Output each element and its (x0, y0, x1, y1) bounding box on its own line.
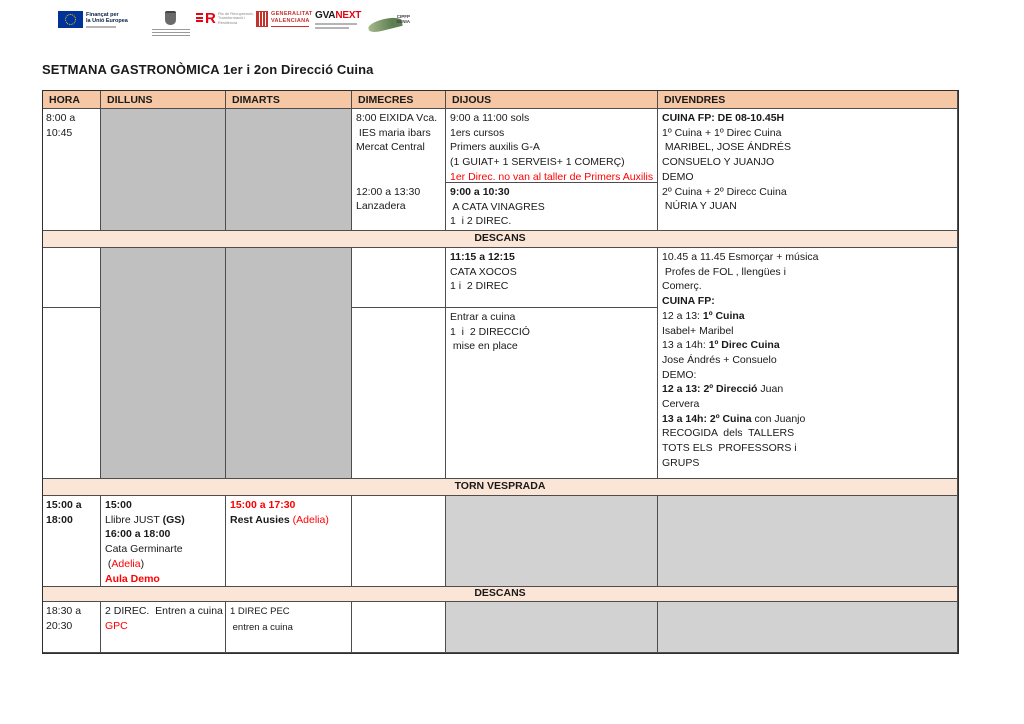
cell-dimarts-nit: 1 DIREC PEC entren a cuina (226, 602, 352, 653)
cell-dimecres-morning: 8:00 EIXIDA Vca. IES maria ibars Mercat Central 12:00 a 13:30 Lanzadera (352, 109, 446, 231)
header-dimarts: DIMARTS (226, 91, 352, 109)
cell-dilluns-morning-blocked (101, 109, 226, 231)
cell-divendres-morning: CUINA FP: DE 08-10.45H 1º Cuina + 1º Direc Cuina MARIBEL, JOSE ÁNDRÉS CONSUELO Y JUANJO DEMO 2º Cuina + 2º Direcc Cuina NÚRIA Y JUAN (658, 109, 958, 231)
cell-hora-vesprada: 15:00 a 18:00 (43, 496, 101, 587)
page-title: SETMANA GASTRONÒMICA 1er i 2on Direcció Cuina (42, 62, 374, 77)
eu-funding-label: Finançat per la Unió Europea (86, 12, 128, 28)
cell-dimarts-morning-blocked (226, 109, 352, 231)
band-torn-vesprada: TORN VESPRADA (43, 479, 958, 496)
cell-dijous-nit-blocked (446, 602, 658, 653)
cell-dimarts-mid-blocked (226, 248, 352, 479)
header-dilluns: DILLUNS (101, 91, 226, 109)
header-divendres: DIVENDRES (658, 91, 958, 109)
header-dimecres: DIMECRES (352, 91, 446, 109)
band-descans-morning: DESCANS (43, 231, 958, 248)
cell-dijous-morning-1: 9:00 a 11:00 sols 1ers cursos Primers auxilis G-A (1 GUIAT+ 1 SERVEIS+ 1 COMERÇ) 1er Direc. no van al taller de Primers Auxilis (446, 109, 658, 183)
cipfp-senia-logo (368, 11, 410, 37)
cell-divendres-vesprada-blocked (658, 496, 958, 587)
eu-funding-logo (58, 11, 136, 28)
coat-of-arms-icon (165, 11, 176, 25)
cell-dimecres-mid-2 (352, 308, 446, 479)
cell-dilluns-vesprada: 15:00 Llibre JUST (GS) 16:00 a 18:00 Cata Germinarte (Adelia) Aula Demo (101, 496, 226, 587)
cell-hora-nit: 18:30 a 20:30 (43, 602, 101, 653)
cell-dijous-vesprada-blocked (446, 496, 658, 587)
header-hora: HORA (43, 91, 101, 109)
cell-hora-mid-2 (43, 308, 101, 479)
generalitat-label: GENERALITAT VALENCIANA (271, 11, 313, 27)
gvanext-gva-label: GVA (315, 10, 336, 21)
cell-dimecres-nit (352, 602, 446, 653)
cell-dimecres-vesprada (352, 496, 446, 587)
cell-dilluns-mid-blocked (101, 248, 226, 479)
senia-label: CIPFP SÉNIA (396, 14, 410, 24)
recovery-plan-label: Pla de Recuperació, Transformació i Resiliència (217, 10, 254, 25)
gvanext-logo (315, 11, 363, 29)
cell-dilluns-nit: 2 DIREC. Entren a cuina GPC (101, 602, 226, 653)
eu-flag-icon (58, 11, 83, 28)
cell-dijous-morning-2: 9:00 a 10:30 A CATA VINAGRES 1 i 2 DIREC. (446, 183, 658, 231)
logo-strip (58, 11, 410, 37)
recovery-plan-letter: R (205, 10, 216, 27)
band-descans-evening: DESCANS (43, 587, 958, 602)
government-ministry-logo (148, 11, 193, 36)
schedule-table (42, 90, 959, 654)
cell-divendres-mid: 10.45 a 11.45 Esmorçar + música Profes de FOL , llengües i Comerç. CUINA FP: 12 a 13: 1º Cuina Isabel+ Maribel 13 a 14h: 1º Direc Cuina Jose Ándrés + Consuelo DEMO: 12 a 13: 2º Direcció Juan Cervera 13 a 14h: 2º Cuina con Juanjo RECOGIDA dels TALLERS TOTS ELS PROFESSORS i GRUPS (658, 248, 958, 479)
generalitat-valenciana-logo (256, 11, 312, 27)
generalitat-emblem-icon (256, 11, 268, 27)
header-dijous: DIJOUS (446, 91, 658, 109)
cell-hora-mid-1 (43, 248, 101, 308)
cell-divendres-nit-blocked (658, 602, 958, 653)
cell-dimarts-vesprada: 15:00 a 17:30 Rest Ausies (Adelia) (226, 496, 352, 587)
cell-dimecres-mid-1 (352, 248, 446, 308)
gvanext-next-label: NEXT (335, 10, 362, 21)
recovery-plan-logo (196, 11, 254, 26)
cell-dijous-mid-2: Entrar a cuina 1 i 2 DIRECCIÓ mise en place (446, 308, 658, 479)
cell-dijous-mid-1: 11:15 a 12:15 CATA XOCOS 1 i 2 DIREC (446, 248, 658, 308)
recovery-plan-stripes-icon (196, 13, 203, 24)
cell-hora-morning: 8:00 a 10:45 (43, 109, 101, 231)
